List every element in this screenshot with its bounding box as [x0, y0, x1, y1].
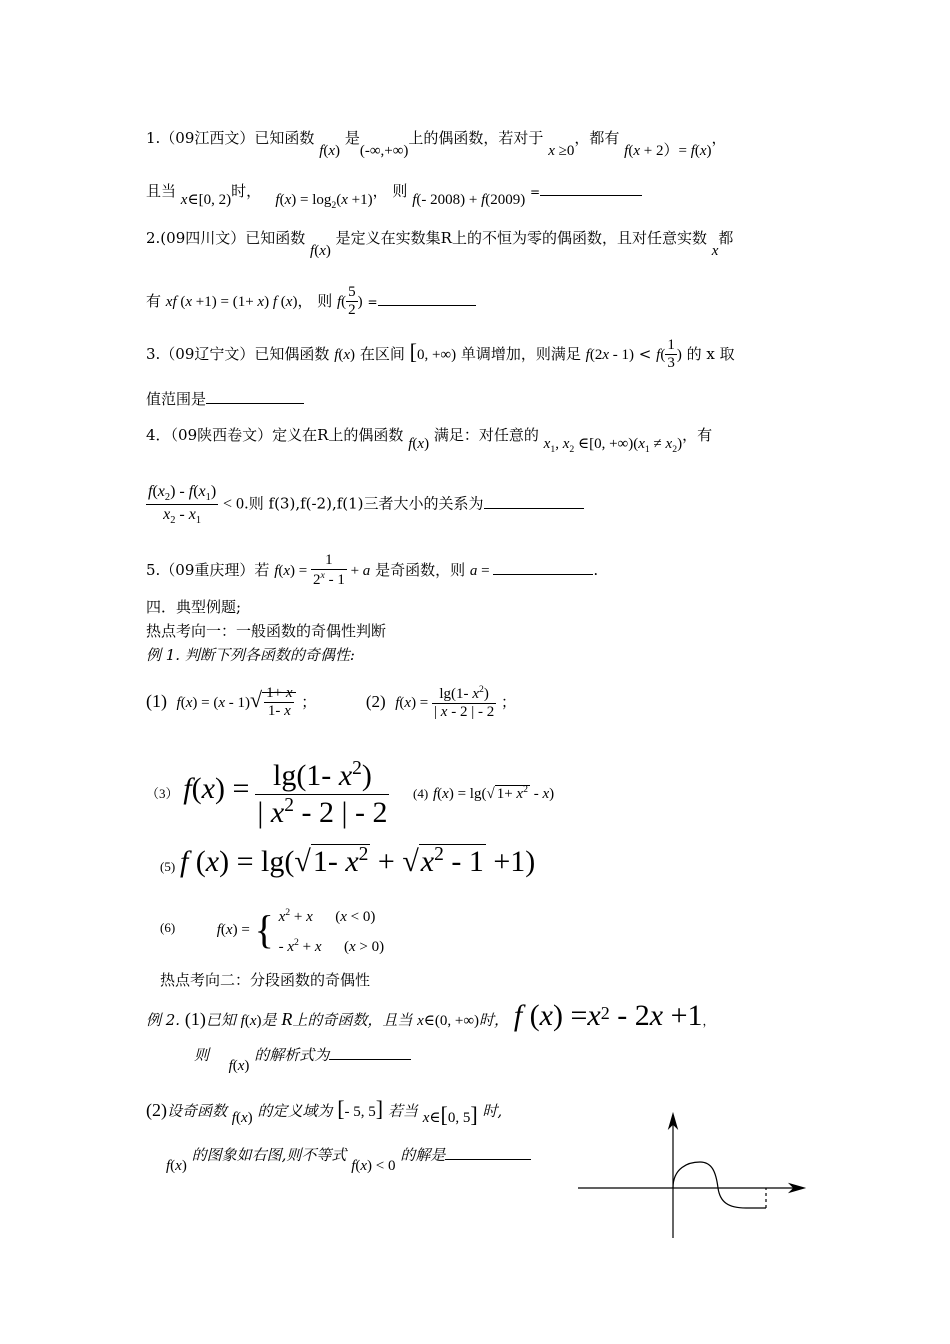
q2-text-a: 2.(09四川文）已知函数 — [146, 229, 306, 247]
q1-line1: 1.（09江西文）已知函数 f(x) 是(-∞,+∞)上的偶函数，若对于 x ≥0，都有 f(x + 2）= f(x)， — [146, 129, 727, 159]
q4-line2: $\frac{f(x_2) - f(x_1)}{x_2 - x_1}$ < 0.则 f(3),f(-2),f(1)三者大小的关系为 — [146, 482, 584, 527]
example-two-part2-text-b: 的定义域为 — [257, 1102, 333, 1120]
hot-topic-two-text: 热点考向二：分段函数的奇偶性 — [160, 971, 371, 989]
example-one-text: 例 1. 判断下列各函数的奇偶性: — [146, 646, 355, 664]
item-6-row: (6) f(x) = { $x^2 + x$ (x < 0) - $x^2 + x$ (x > 0) — [160, 907, 385, 955]
item-1-2-row: (1) f(x) = (x - 1)√ $\frac{1+ x}{1- x}$ ； (2) f(x) = $\frac{\lg(1- x^2)}{| x - 2 | - 2}$ ； — [146, 684, 517, 721]
q3-text-a: 3.（09辽宁文）已知偶函数 — [146, 344, 330, 363]
hot-topic-one — [146, 620, 386, 642]
q4-text-c: ，有 — [682, 426, 713, 444]
item-4-number: (4) — [413, 786, 429, 801]
item-6-number: (6) — [160, 920, 176, 935]
q1-text-e: ， — [711, 129, 727, 147]
q4-answer-blank[interactable] — [484, 494, 584, 509]
example-two-line2: 则 f(x) 的解析式为 — [194, 1044, 411, 1067]
item-3-4-row: （3） f(x) = $\frac{\lg(1- x^2)}{| x^2 - 2 | - 2}$ (4) f(x) = lg(√ $1+ x^2 - x$) — [146, 758, 555, 829]
example-two-text-a: 已知 — [205, 1011, 236, 1029]
q1-text-b: 是 — [344, 129, 360, 147]
q5-text-c: . — [593, 560, 599, 579]
example-two-part2-answer-blank[interactable] — [445, 1145, 531, 1160]
example-two-text-e: ， — [702, 1014, 715, 1028]
item-3-number: （3） — [146, 786, 179, 801]
graph-curve — [673, 1162, 766, 1208]
item-2-semicolon: ； — [501, 692, 517, 711]
item-1-semicolon: ； — [301, 692, 317, 711]
q1-text-a: 1.（09江西文）已知函数 — [146, 129, 315, 147]
example-one-heading — [146, 644, 355, 666]
q4-text-b: 满足：对任意的 — [433, 426, 539, 444]
example-two-part2-text-d: 时, — [482, 1102, 503, 1120]
example-two-part2-number: (2) — [146, 1100, 167, 1120]
q2-text-c: 都 — [718, 229, 734, 247]
q4-text-a: 4．（09陕西卷文）定义在R上的偶函数 — [146, 426, 404, 444]
example-two-label: 例 2. — [146, 1011, 181, 1029]
q2-line1: 2.(09四川文）已知函数 f(x) 是定义在实数集R上的不恒为零的偶函数，且对任意实数 x都 — [146, 229, 734, 259]
q3-text-b: 在区间 — [359, 344, 405, 363]
q2-text-f: = — [367, 294, 378, 309]
item-5-number: (5) — [160, 859, 176, 874]
q5-text-a: 5.（09重庆理）若 — [146, 560, 270, 579]
q3-line1: 3.（09辽宁文）已知偶函数 f(x) 在区间 [0, +∞) 单调增加，则满足 f(2x - 1) < f( $\frac{1}{3}$ ) 的 x 取 — [146, 337, 735, 372]
example-two-part2-line1: (2)设奇函数 f(x) 的定义域为 [- 5, 5] 若当 x∈[0, 5] 时, — [146, 1096, 503, 1127]
q3-text-f: 值范围是 — [146, 390, 207, 408]
q5-line: 5.（09重庆理）若 f(x) = $\frac{1}{2^x - 1}$ + a 是奇函数，则 a = . — [146, 552, 599, 589]
q5-text-b: 是奇函数，则 — [375, 560, 466, 579]
hot-topic-two — [160, 969, 370, 991]
q1-text-i: = — [530, 185, 541, 199]
q5-answer-blank[interactable] — [493, 560, 593, 575]
q3-line2 — [146, 388, 304, 410]
q1-text-c: 上的偶函数，若对于 — [408, 129, 544, 147]
example-two-text-c: 上的奇函数，且当 — [292, 1011, 413, 1029]
q3-text-e: 的 x 取 — [686, 344, 735, 363]
hot-topic-one-text: 热点考向一：一般函数的奇偶性判断 — [146, 622, 387, 640]
example-two-part1: (1) — [184, 1009, 206, 1029]
q1-text-d: ，都有 — [574, 129, 620, 147]
q2-text-d: 有 — [146, 291, 162, 310]
item-2-number: (2) — [365, 691, 386, 711]
item-5-row: (5) f (x) = lg(√1- $x^2 + √x^2 - 1 +1$) — [160, 844, 536, 878]
example-two-part2-text-f: 的解是 — [400, 1146, 446, 1164]
q3-answer-blank[interactable] — [206, 389, 304, 404]
q4-line1: 4．（09陕西卷文）定义在R上的偶函数 f(x) 满足：对任意的 $x_1$, $x_2$ ∈[0, $+\infty)(x_1 \ne x_2)$，有 — [146, 426, 713, 455]
example-two-part2-line2: f(x) 的图象如右图,则不等式 f(x) < 0 的解是 — [166, 1144, 531, 1167]
q2-answer-blank[interactable] — [378, 291, 476, 306]
q1-text-f: 且当 — [146, 182, 177, 200]
q3-text-c: 单调增加，则满足 — [460, 344, 581, 363]
q1-text-h: ， 则 — [372, 182, 408, 200]
section-four-heading — [146, 596, 241, 618]
example-two-text-g: 的解析式为 — [254, 1046, 330, 1064]
q3-text-d: < — [638, 344, 652, 363]
q2-text-b: 是定义在实数集R上的不恒为零的偶函数，且对任意实数 — [335, 229, 707, 247]
example-two-answer-blank[interactable] — [329, 1045, 411, 1060]
section-four-text: 四．典型例题; — [146, 598, 242, 616]
q1-text-g: 时， — [231, 182, 262, 200]
example-two-text-d: 时， — [479, 1011, 510, 1029]
q4-text-d: .则 f(3),f(-2),f(1)三者大小的关系为 — [243, 494, 484, 513]
example-two-part2-text-a: 设奇函数 — [167, 1102, 228, 1120]
q1-answer-blank[interactable] — [540, 181, 642, 196]
example-two-text-b: 是 — [261, 1011, 277, 1029]
item-1-number: (1) — [146, 690, 167, 711]
q1-line2: 且当 x∈[0, 2)时， $f(x) = \log_2(x +1)$， 则 f(- 2008) + f(2009) = — [146, 180, 642, 209]
example-two-part2-text-e: 的图象如右图,则不等式 — [191, 1146, 347, 1164]
example-two-line1: 例 2. (1)已知 f(x)是 R上的奇函数，且当 x∈(0, +∞)时， f (x) =x2 - 2x +1， — [146, 999, 715, 1032]
q2-text-e: ， 则 — [297, 291, 333, 310]
example-two-text-f: 则 — [194, 1046, 210, 1064]
example-two-part2-text-c: 若当 — [387, 1102, 418, 1120]
function-graph — [570, 1110, 810, 1245]
q2-line2: 有 xf (x +1) = (1+ x) f (x)， 则 f( $\frac{5}{2}$ ) = — [146, 284, 476, 320]
